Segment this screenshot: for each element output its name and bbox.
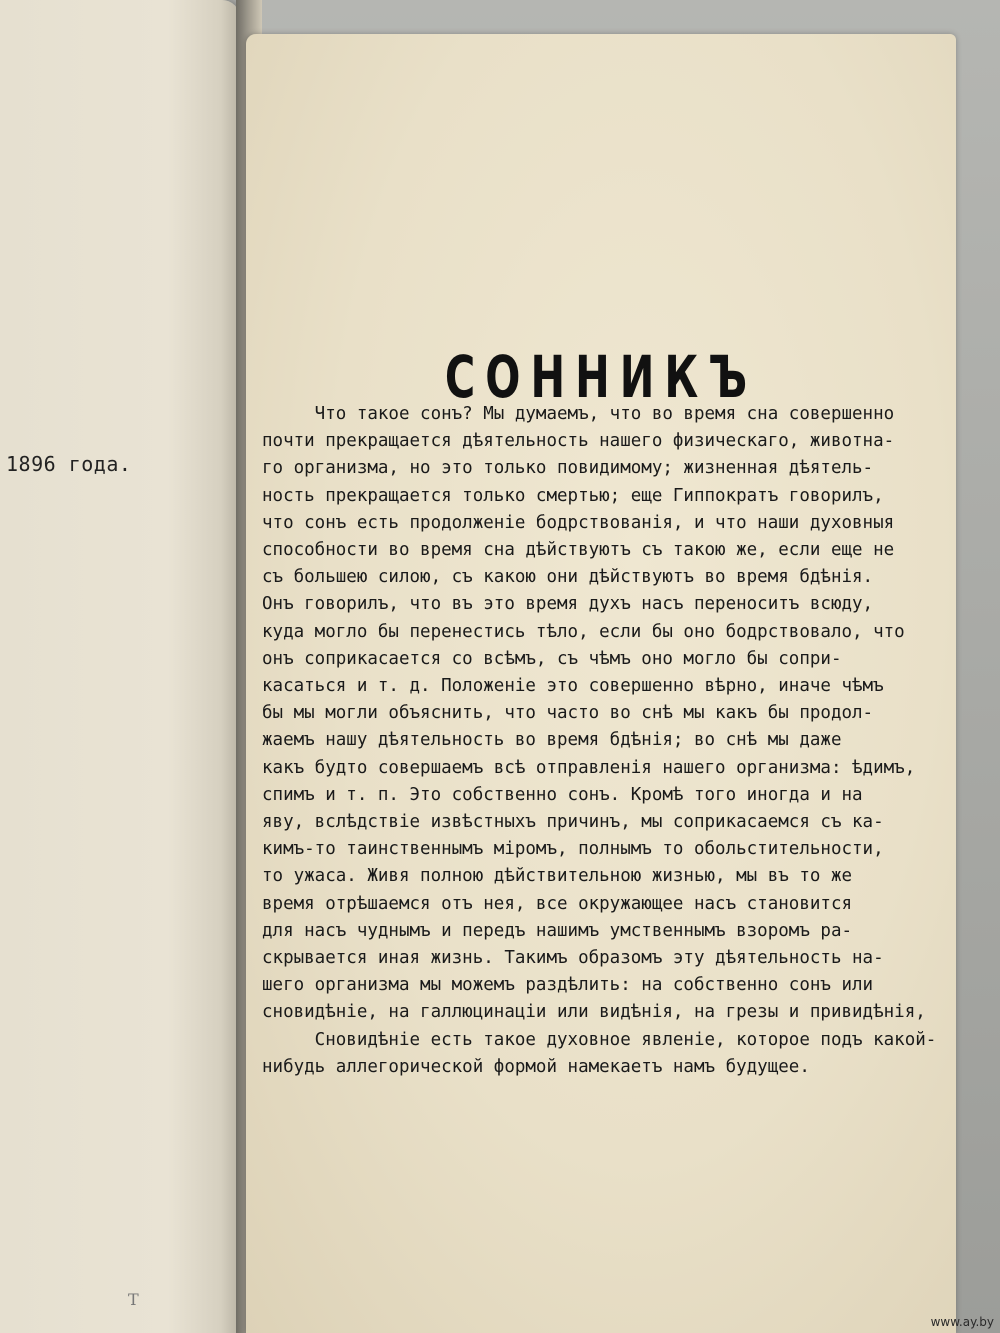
- text-line: ность прекращается только смертью; еще Гиппократъ говорилъ,: [262, 485, 884, 506]
- text-line: для насъ чуднымъ и передъ нашимъ умственнымъ взоромъ ра-: [262, 920, 853, 941]
- text-line: жаемъ нашу дѣятельность во время бдѣнія; во снѣ мы даже: [262, 730, 842, 751]
- text-line: съ большею силою, съ какою они дѣйствуютъ во время бдѣнія.: [262, 567, 874, 588]
- pencil-mark: Т: [128, 1290, 139, 1309]
- text-line: касаться и т. д. Положеніе это совершенно вѣрно, иначе чѣмъ: [262, 676, 884, 697]
- page-title: СОННИКЪ: [444, 343, 758, 411]
- text-line: нибудь аллегорической формой намекаетъ намъ будущее.: [262, 1056, 810, 1077]
- text-line: какъ будто совершаемъ всѣ отправленія нашего организма: ѣдимъ,: [262, 757, 916, 778]
- text-line: го организма, но это только повидимому; жизненная дѣятель-: [262, 458, 874, 479]
- watermark: www.ay.by: [930, 1315, 994, 1329]
- text-line: Сновидѣніе есть такое духовное явленіе, которое подъ какой-: [262, 1029, 937, 1050]
- text-line: время отрѣшаемся отъ нея, все окружающее насъ становится: [262, 893, 853, 914]
- text-line: онъ соприкасается со всѣмъ, съ чѣмъ оно могло бы сопри-: [262, 648, 842, 669]
- left-page: [0, 0, 240, 1333]
- text-line: шего организма мы можемъ раздѣлить: на собственно сонъ или: [262, 975, 874, 996]
- text-line: скрывается иная жизнь. Такимъ образомъ эту дѣятельность на-: [262, 948, 884, 969]
- text-line: спимъ и т. п. Это собственно сонъ. Кромѣ того иногда и на: [262, 784, 863, 805]
- year-text: 1896 года.: [6, 452, 132, 476]
- text-line: Онъ говорилъ, что въ это время духъ насъ переноситъ всюду,: [262, 594, 874, 615]
- text-line: Что такое сонъ? Мы думаемъ, что во время сна совершенно: [262, 404, 895, 424]
- text-line: то ужаса. Живя полною дѣйствительною жизнью, мы въ то же: [262, 866, 853, 887]
- text-line: сновидѣніе, на галлюцинаціи или видѣнія, на грезы и привидѣнія,: [262, 1002, 926, 1023]
- text-line: кимъ-то таинственнымъ міромъ, полнымъ то обольстительности,: [262, 839, 884, 860]
- body-text: [262, 401, 937, 1081]
- text-line: бы мы могли объяснить, что часто во снѣ мы какъ бы продол-: [262, 703, 874, 724]
- text-line: яву, вслѣдствіе извѣстныхъ причинъ, мы соприкасаемся съ ка-: [262, 812, 884, 833]
- text-line: способности во время сна дѣйствуютъ съ такою же, если еще не: [262, 540, 895, 561]
- text-line: почти прекращается дѣятельность нашего физическаго, животна-: [262, 431, 895, 452]
- text-line: что сонъ есть продолженіе бодрствованія, и что наши духовныя: [262, 512, 895, 533]
- text-line: куда могло бы перенестись тѣло, если бы оно бодрствовало, что: [262, 621, 905, 642]
